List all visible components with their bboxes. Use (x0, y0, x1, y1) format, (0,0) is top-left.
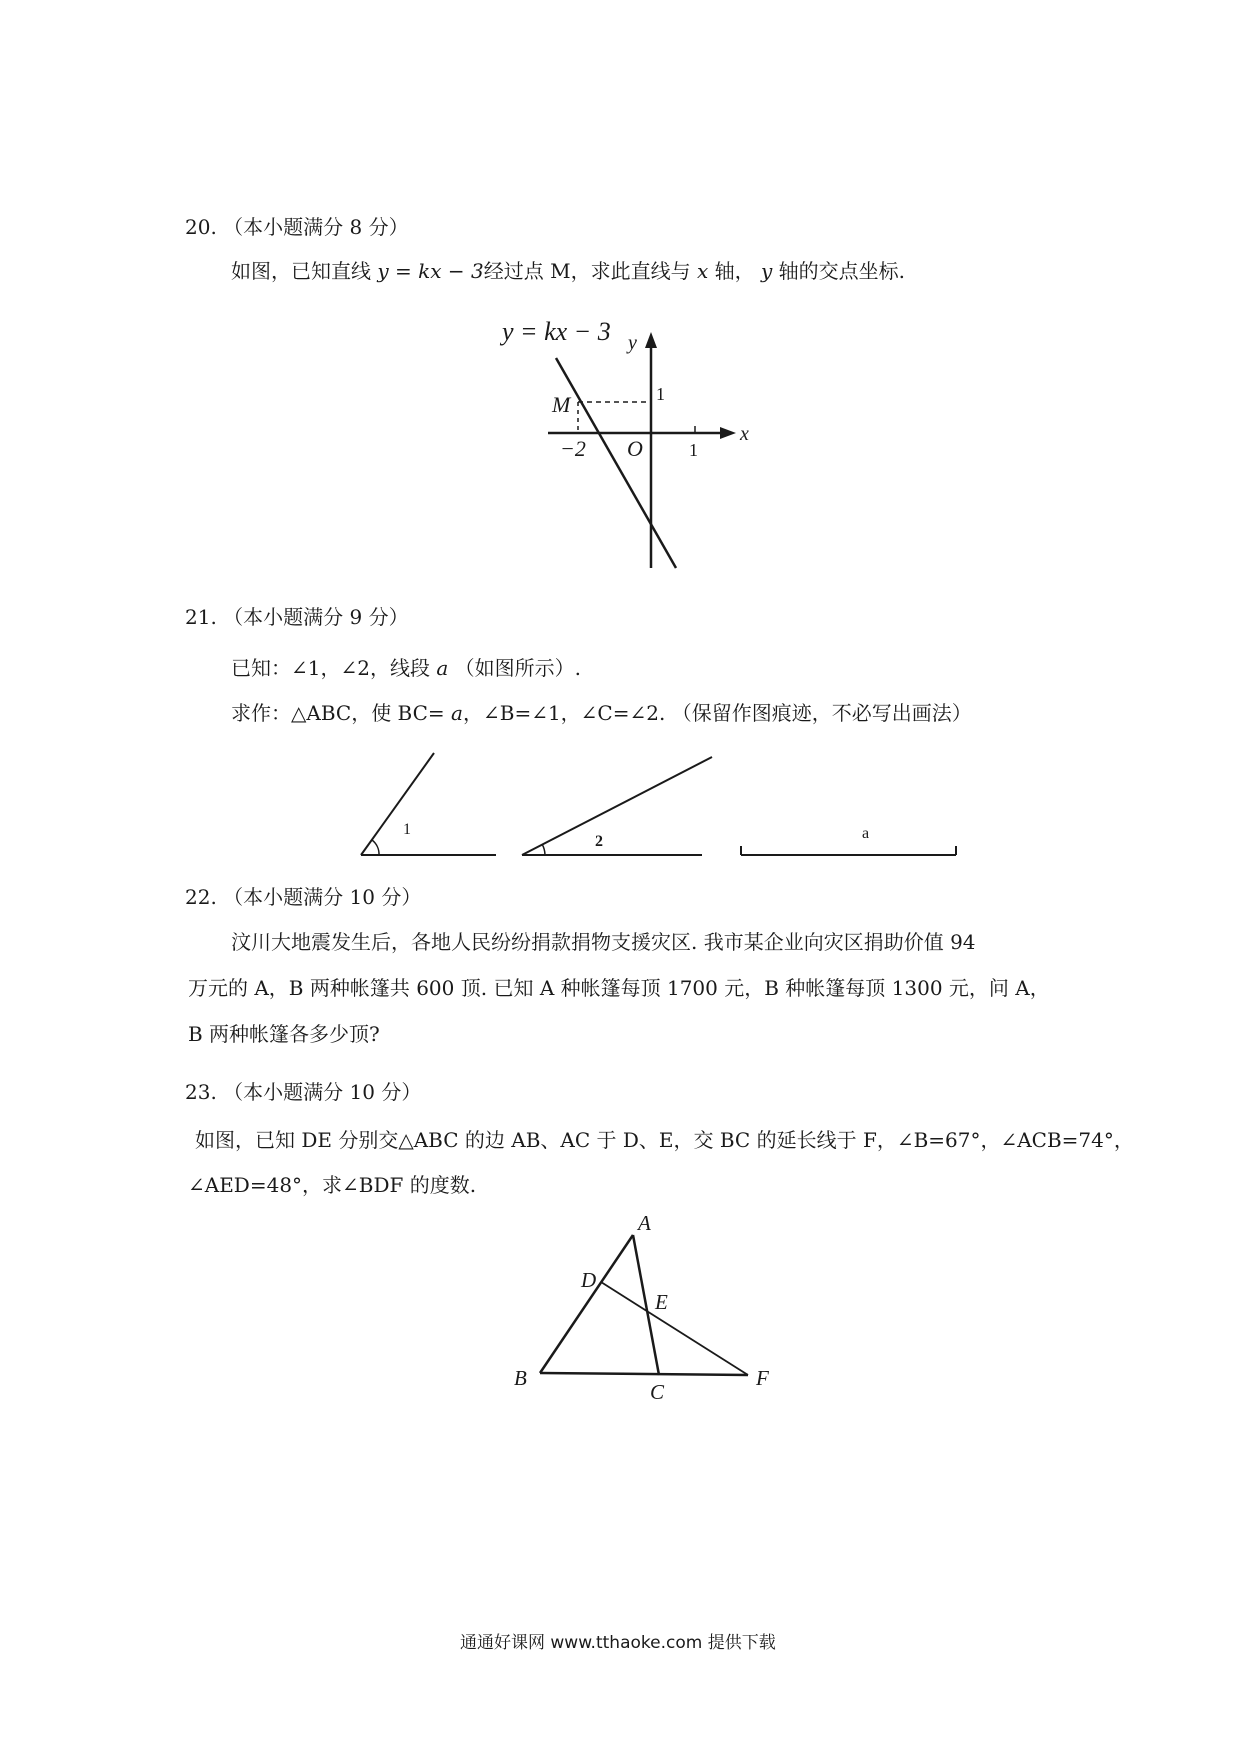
q21-construct (231, 691, 972, 735)
q20-equation-label: y = kx − 3 (502, 318, 611, 346)
q20-statement (231, 249, 905, 293)
vertex-b-label: B (514, 1366, 527, 1390)
angle1-side (361, 753, 434, 855)
angle2-arc (542, 844, 545, 855)
angle1-label: 1 (403, 821, 411, 838)
q21-figure (350, 745, 970, 865)
side-ab (540, 1235, 633, 1373)
q21-line2-b: ，∠B=∠1，∠C=∠2. （保留作图痕迹，不必写出画法） (462, 701, 972, 725)
footer-credit: 通通好课网 www.tthaoke.com 提供下载 (460, 1633, 776, 1653)
q20-figure (490, 318, 770, 578)
q21-line2-var: a (451, 701, 463, 725)
q23-heading: 23. （本小题满分 10 分） (185, 1080, 422, 1104)
line-df (601, 1282, 748, 1375)
q20-var-y: y (760, 259, 773, 283)
q20-text-c: 轴， (708, 259, 761, 283)
x-tick-neg2-label: −2 (560, 436, 586, 461)
q20-equation: y = kx − 3 (377, 259, 484, 283)
q20-var-x: x (696, 259, 709, 283)
q23-line2: ∠AED=48°，求∠BDF 的度数. (188, 1173, 477, 1197)
point-f-label: F (756, 1366, 769, 1390)
q23-figure (500, 1205, 800, 1405)
point-e-label: E (655, 1290, 668, 1314)
q22-heading: 22. （本小题满分 10 分） (185, 885, 422, 909)
q21-line1-var: a (436, 656, 449, 680)
point-m-label: M (552, 392, 571, 417)
x-tick-1-label: 1 (689, 440, 698, 460)
q21-given (231, 646, 581, 690)
q23-line1: 如图，已知 DE 分别交△ABC 的边 AB、AC 于 D、E，交 BC 的延长线于 F，∠B=67°，∠ACB=74°， (195, 1128, 1134, 1152)
q21-line2-a: 求作：△ABC，使 BC= (231, 701, 452, 725)
q20-heading: 20. （本小题满分 8 分） (185, 215, 409, 239)
q21-line1-a: 已知：∠1，∠2，线段 (231, 656, 437, 680)
vertex-c-label: C (650, 1380, 665, 1404)
y-axis-label: y (628, 332, 637, 354)
y-tick-1-label: 1 (656, 384, 665, 404)
q20-text-d: 轴的交点坐标. (772, 259, 905, 283)
q22-line2: 万元的 A，B 两种帐篷共 600 顶. 已知 A 种帐篷每顶 1700 元，B 种帐篷每顶 1300 元，问 A， (188, 976, 1050, 1000)
q21-line1-b: （如图所示）. (448, 656, 581, 680)
line-bf (540, 1373, 748, 1375)
y-axis-arrow-icon (645, 332, 657, 348)
origin-label: O (627, 436, 643, 461)
x-axis-arrow-icon (720, 427, 736, 439)
angle2-label: 2 (595, 833, 603, 850)
segment-a-label: a (862, 825, 870, 842)
angle1-arc (372, 840, 379, 855)
point-d-label: D (581, 1268, 597, 1292)
x-axis-label: x (740, 423, 749, 445)
vertex-a-label: A (638, 1211, 651, 1235)
q21-heading: 21. （本小题满分 9 分） (185, 605, 409, 629)
angle2-side (522, 757, 712, 855)
q20-text-a: 如图，已知直线 (231, 259, 378, 283)
q22-line3: B 两种帐篷各多少顶? (188, 1022, 380, 1046)
q20-text-b: 经过点 M，求此直线与 (483, 259, 697, 283)
q22-line1: 汶川大地震发生后，各地人民纷纷捐款捐物支援灾区. 我市某企业向灾区捐助价值 94 (231, 930, 976, 954)
